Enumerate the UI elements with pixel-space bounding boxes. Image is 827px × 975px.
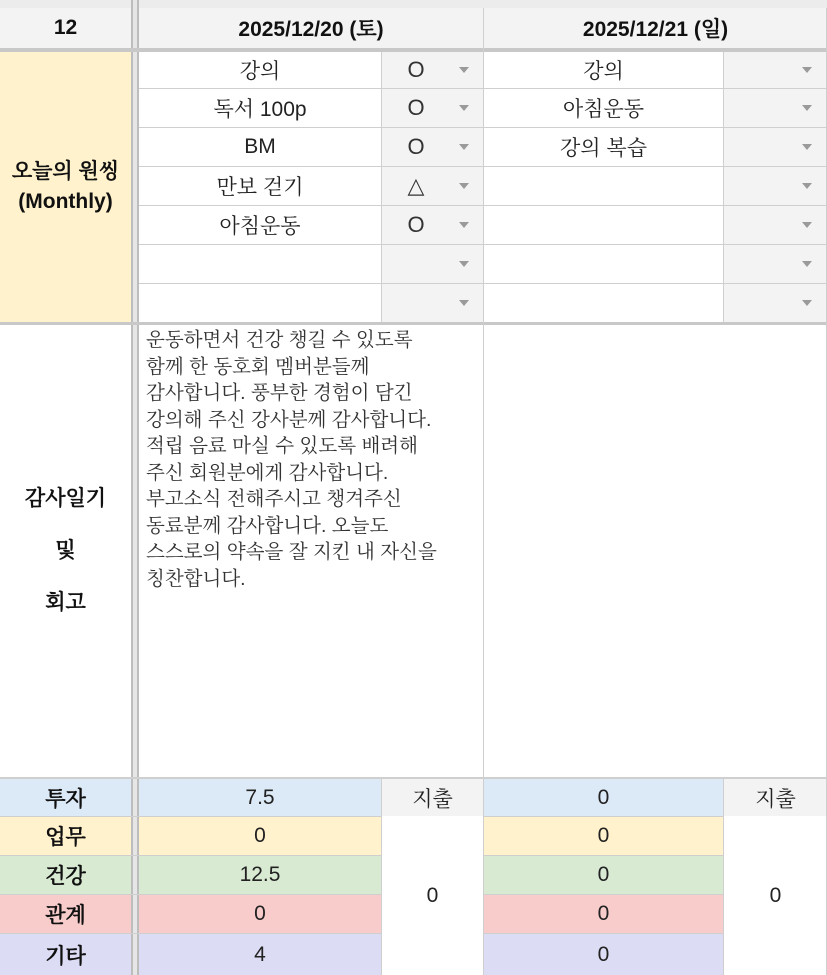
grid-line <box>484 855 724 856</box>
chevron-down-icon[interactable] <box>802 222 812 228</box>
task-name-day1-5[interactable]: 아침운동 <box>219 214 301 238</box>
chevron-down-icon[interactable] <box>459 67 469 73</box>
chevron-down-icon[interactable] <box>459 144 469 150</box>
wonthing-label-line2: (Monthly) <box>18 190 113 213</box>
task-name-day2-3[interactable]: 강의 복습 <box>560 136 647 160</box>
grid-line <box>137 0 139 975</box>
chevron-down-icon[interactable] <box>802 183 812 189</box>
journal-label-line2: 및 <box>55 539 76 562</box>
etc-value-day1[interactable]: 4 <box>139 934 381 975</box>
relation-value-day2[interactable]: 0 <box>484 895 723 933</box>
work-label[interactable]: 업무 <box>0 817 131 855</box>
expense-label-day2[interactable]: 지출 <box>724 779 827 816</box>
month-cell[interactable]: 12 <box>0 8 131 48</box>
chevron-down-icon[interactable] <box>459 261 469 267</box>
task-name-day1-4[interactable]: 만보 걷기 <box>216 175 304 199</box>
chevron-down-icon[interactable] <box>459 300 469 306</box>
wonthing-label[interactable] <box>0 52 131 322</box>
task-name-day1-2[interactable]: 독서 100p <box>213 97 307 121</box>
top-strip <box>0 0 827 8</box>
grid-line <box>131 0 133 975</box>
status-value-day1-7 <box>386 283 446 322</box>
chevron-down-icon[interactable] <box>802 67 812 73</box>
work-value-day2[interactable]: 0 <box>484 817 723 855</box>
grid-line <box>0 777 827 779</box>
grid-line <box>484 933 724 934</box>
grid-line <box>723 52 724 322</box>
grid-line <box>483 8 484 975</box>
task-name-day1-7[interactable] <box>139 283 381 322</box>
chevron-down-icon[interactable] <box>802 105 812 111</box>
task-name-day1-6[interactable] <box>139 244 381 283</box>
task-name-day2-5[interactable] <box>484 205 723 244</box>
expense-value-day2[interactable]: 0 <box>724 817 827 975</box>
etc-label[interactable]: 기타 <box>0 934 131 975</box>
invest-value-day2[interactable]: 0 <box>484 779 723 816</box>
chevron-down-icon[interactable] <box>802 144 812 150</box>
grid-line <box>0 933 382 934</box>
expense-value-day1[interactable]: 0 <box>382 817 483 975</box>
relation-value-day1[interactable]: 0 <box>139 895 381 933</box>
health-label[interactable]: 건강 <box>0 856 131 894</box>
chevron-down-icon[interactable] <box>459 222 469 228</box>
journal-label[interactable] <box>0 325 131 777</box>
task-name-day2-1[interactable]: 강의 <box>583 60 624 83</box>
invest-label[interactable]: 투자 <box>0 779 131 816</box>
task-name-day2-7[interactable] <box>484 283 723 322</box>
grid-line <box>381 779 382 975</box>
grid-line <box>484 816 724 817</box>
work-value-day1[interactable]: 0 <box>139 817 381 855</box>
date-header-day1[interactable]: 2025/12/20 (토) <box>139 8 483 48</box>
task-name-day2-6[interactable] <box>484 244 723 283</box>
status-value-day1-1: O <box>407 57 425 82</box>
wonthing-label-line1: 오늘의 원씽 <box>11 160 120 183</box>
status-value-day1-6 <box>386 244 446 283</box>
status-value-day1-5: O <box>407 211 425 237</box>
grid-line <box>0 816 382 817</box>
journal-label-line1: 감사일기 <box>24 487 107 510</box>
task-name-day2-2[interactable]: 아침운동 <box>562 97 645 121</box>
invest-value-day1[interactable]: 7.5 <box>139 779 381 816</box>
grid-line <box>723 779 724 975</box>
chevron-down-icon[interactable] <box>802 300 812 306</box>
task-name-day1-3[interactable]: BM <box>244 134 276 158</box>
task-name-day2-4[interactable] <box>484 166 723 205</box>
grid-line <box>0 322 827 325</box>
chevron-down-icon[interactable] <box>802 261 812 267</box>
status-value-day1-2: O <box>407 94 425 120</box>
journal-text-day1[interactable]: 운동하면서 건강 챙길 수 있도록 함께 한 동호회 멤버분들께 감사합니다. 풍부한 경험이 담긴 강의해 주신 강사분께 감사합니다. 적립 음료 마실 수 있도록 배려해 주신 회원분에게 감사합니다. 부고소식 전해주시고 챙겨주신 동료분께 감사합니다. 오늘도 스스로의 약속을 잘 지킨 내 자신을 칭찬합니다. <box>146 329 437 590</box>
health-value-day1[interactable]: 12.5 <box>139 856 381 894</box>
grid-line <box>0 48 827 52</box>
expense-label-day1[interactable]: 지출 <box>382 779 483 816</box>
etc-value-day2[interactable]: 0 <box>484 934 723 975</box>
health-value-day2[interactable]: 0 <box>484 856 723 894</box>
date-header-day2[interactable]: 2025/12/21 (일) <box>484 8 827 48</box>
task-name-day1-1[interactable]: 강의 <box>239 60 281 83</box>
chevron-down-icon[interactable] <box>459 105 469 111</box>
grid-line <box>0 894 382 895</box>
journal-label-line3: 회고 <box>45 591 86 614</box>
status-value-day1-4: △ <box>407 172 425 198</box>
grid-line <box>0 855 382 856</box>
grid-line <box>484 894 724 895</box>
relation-label[interactable]: 관계 <box>0 895 131 933</box>
status-value-day1-3: O <box>407 133 425 159</box>
chevron-down-icon[interactable] <box>459 183 469 189</box>
grid-line <box>381 52 382 322</box>
